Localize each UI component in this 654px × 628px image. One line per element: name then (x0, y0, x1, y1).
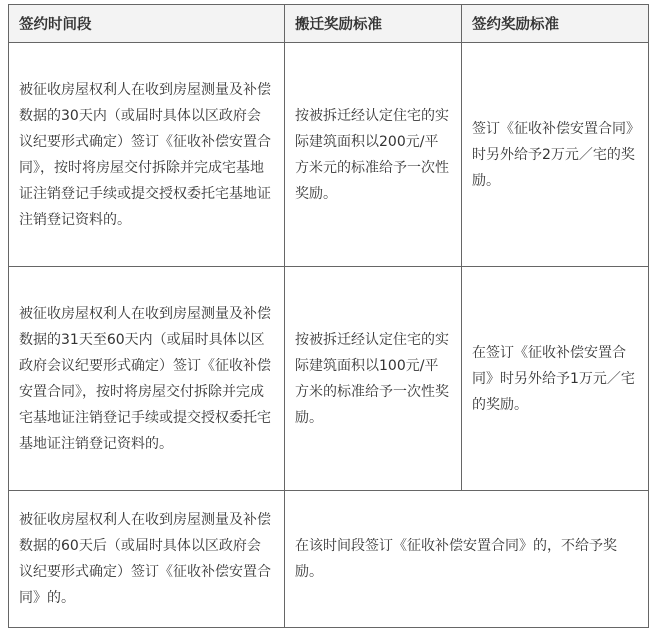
table-row (9, 491, 649, 628)
table-row (9, 43, 649, 267)
header-signing-period: 签约时间段 (9, 5, 285, 43)
cell-merged-reward: 在该时间段签订《征收补偿安置合同》的，不给予奖励。 (285, 491, 649, 628)
cell-relocation-reward: 按被拆迁经认定住宅的实际建筑面积以200元/平方米元的标准给予一次性奖励。 (285, 43, 462, 267)
header-relocation-reward: 搬迁奖励标准 (285, 5, 462, 43)
header-signing-reward: 签约奖励标准 (462, 5, 649, 43)
cell-relocation-reward: 按被拆迁经认定住宅的实际建筑面积以100元/平方米的标准给予一次性奖励。 (285, 267, 462, 491)
cell-signing-reward: 签订《征收补偿安置合同》时另外给予2万元／宅的奖励。 (462, 43, 649, 267)
table-body (9, 43, 649, 628)
header-row (9, 5, 649, 43)
cell-period: 被征收房屋权利人在收到房屋测量及补偿数据的31天至60天内（或届时具体以区政府会议纪要形式确定）签订《征收补偿安置合同》，按时将房屋交付拆除并完成宅基地证注销登记手续或提交授权委托宅基地证注销登记资料的。 (9, 267, 285, 491)
reward-standards-table (8, 4, 649, 628)
cell-signing-reward: 在签订《征收补偿安置合同》时另外给予1万元／宅的奖励。 (462, 267, 649, 491)
table-header (9, 5, 649, 43)
table-row (9, 267, 649, 491)
cell-period: 被征收房屋权利人在收到房屋测量及补偿数据的30天内（或届时具体以区政府会议纪要形式确定）签订《征收补偿安置合同》，按时将房屋交付拆除并完成宅基地证注销登记手续或提交授权委托宅基地证注销登记资料的。 (9, 43, 285, 267)
cell-period: 被征收房屋权利人在收到房屋测量及补偿数据的60天后（或届时具体以区政府会议纪要形式确定）签订《征收补偿安置合同》的。 (9, 491, 285, 628)
